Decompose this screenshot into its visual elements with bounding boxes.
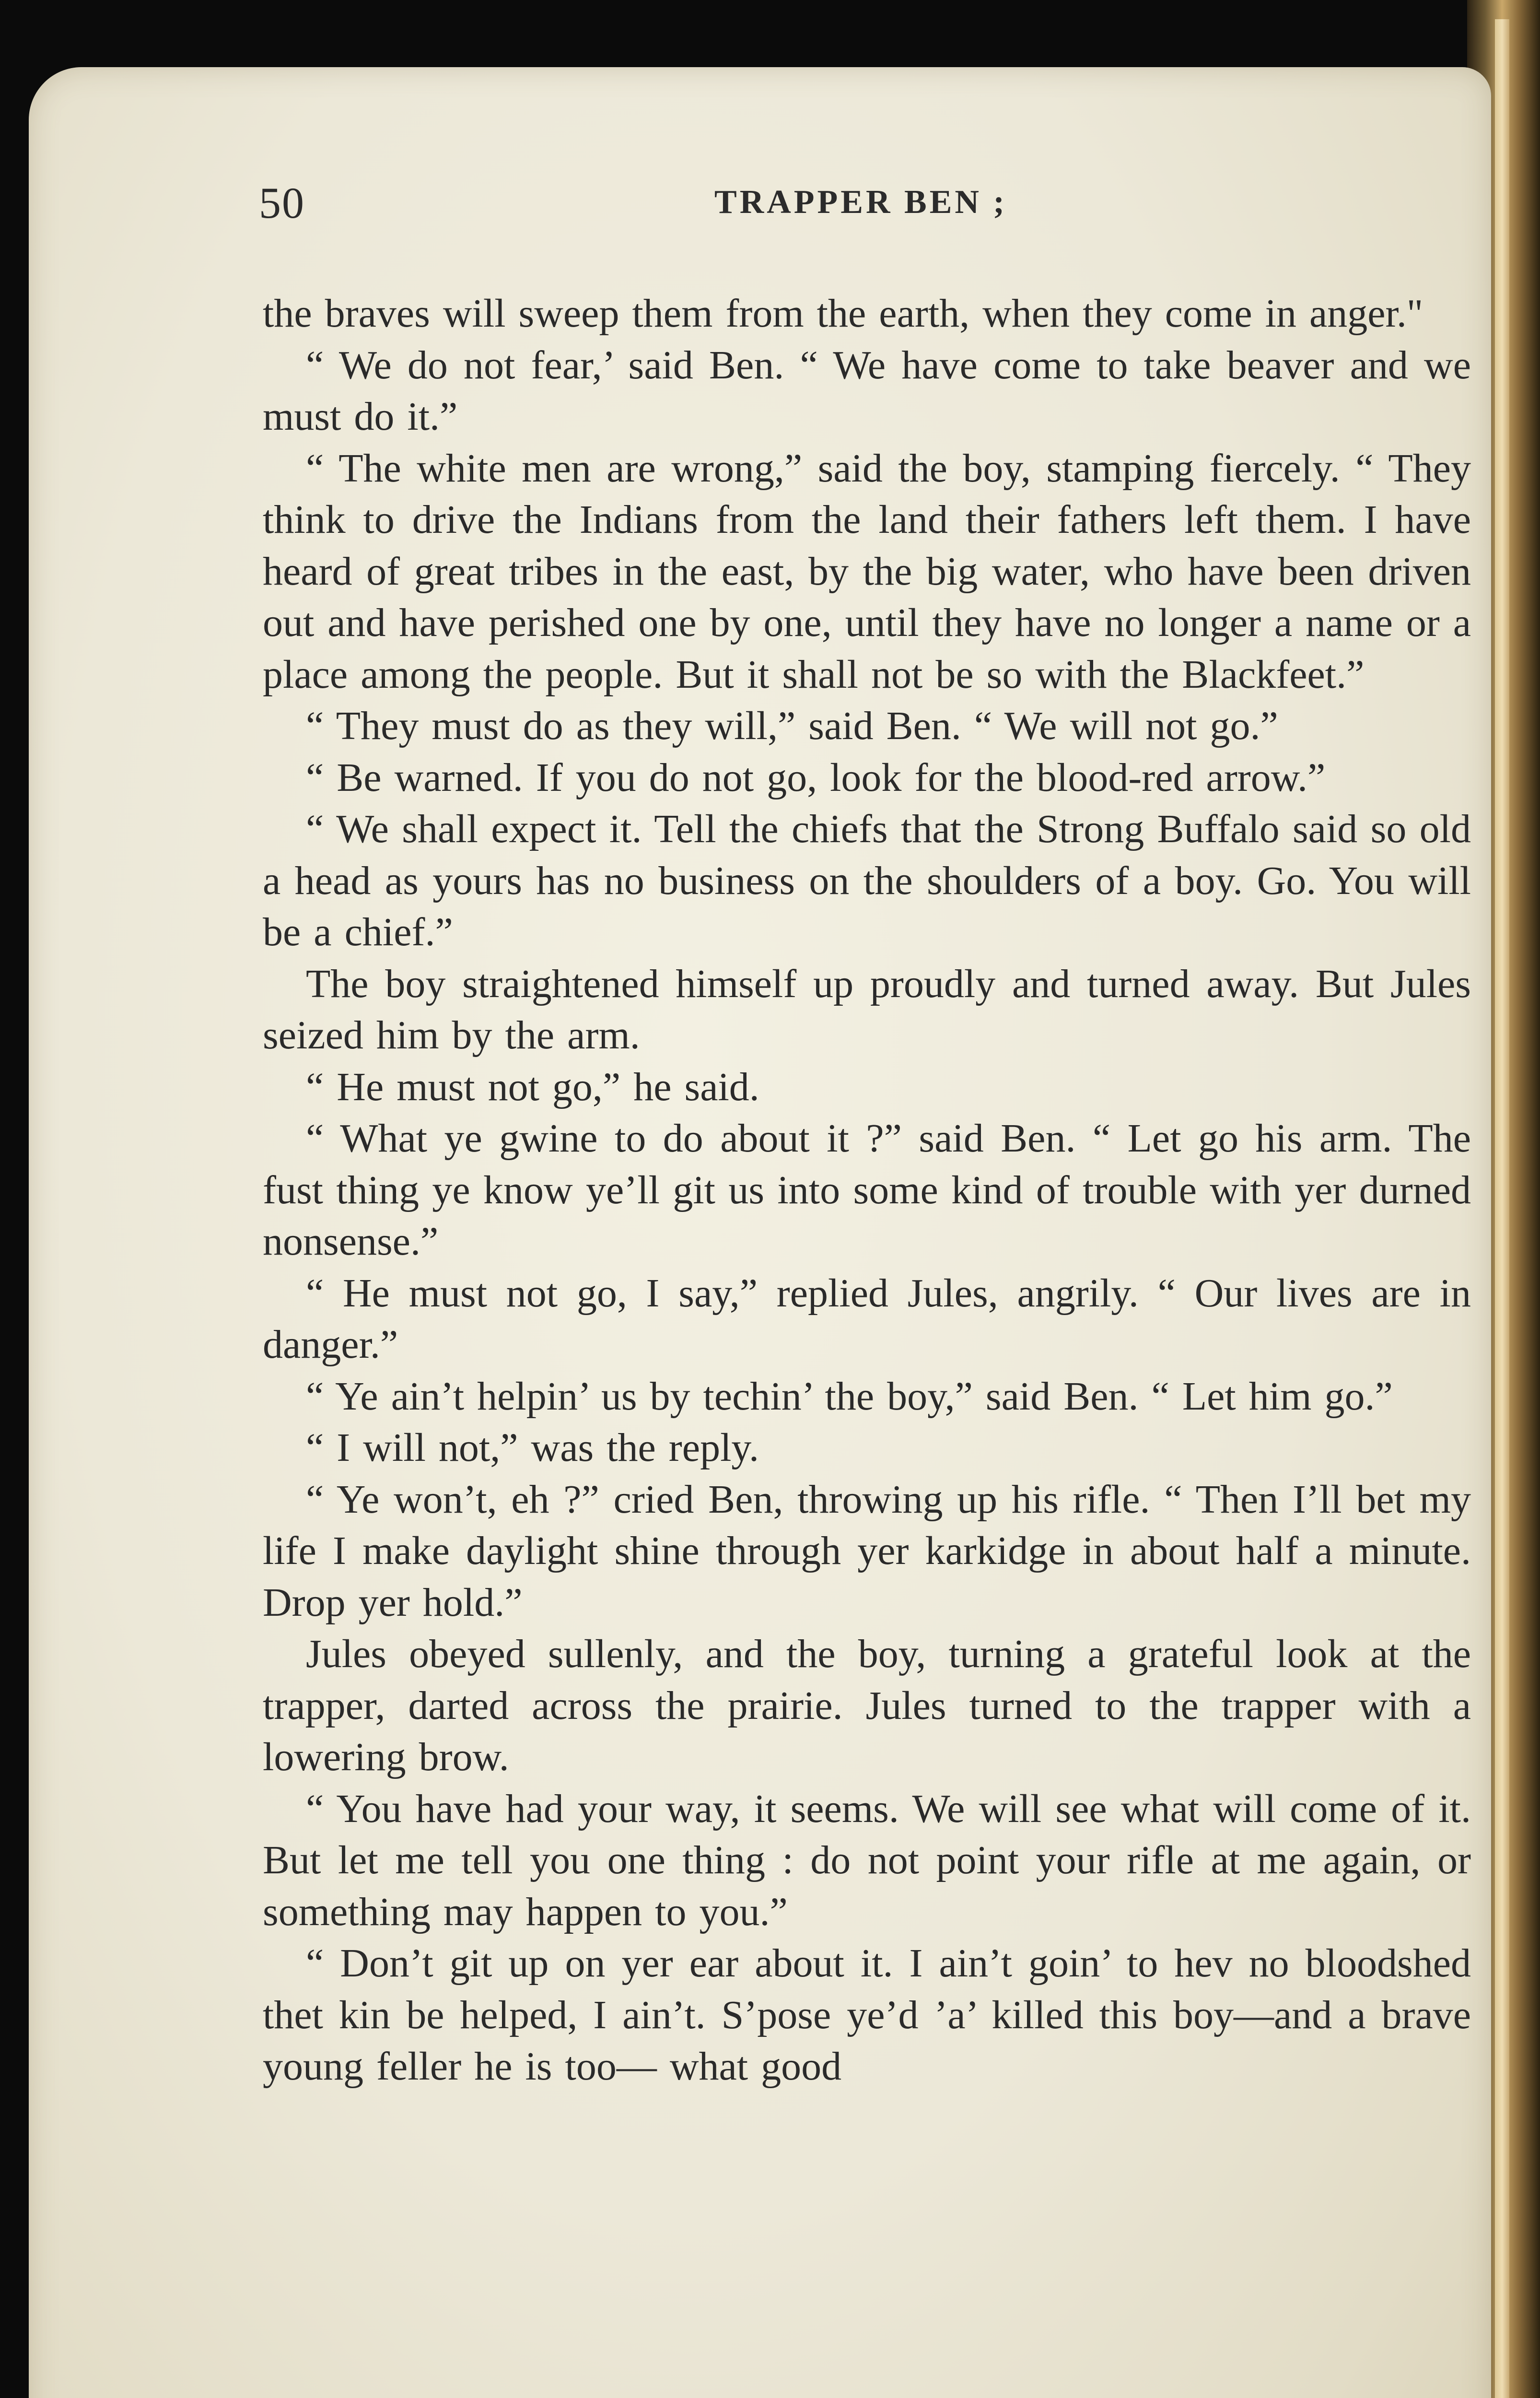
paragraph: “ We shall expect it. Tell the chiefs that the Strong Buffalo said so old a head as yours has no business on the shoulders of a boy. Go. You will be a chief.” [263,807,1471,954]
paragraph: “ Ye won’t, eh ?” cried Ben, throwing up his rifle. “ Then I’ll bet my life I make daylight shine through yer karkidge in about half a minute. Drop yer hold.” [263,1477,1471,1625]
paragraph: “ Be warned. If you do not go, look for the blood-red arrow.” [306,755,1326,800]
book-title: TRAPPER BEN ; [714,184,1007,221]
body-text [263,288,1471,2092]
paragraph: Jules obeyed sullenly, and the boy, turning a grateful look at the trapper, darted across the prairie. Jules turned to the trapper with a lowering brow. [263,1632,1471,1779]
page-edge [1495,19,1509,2398]
paragraph: “ They must do as they will,” said Ben. “ We will not go.” [306,704,1278,748]
paragraph: “ He must not go,” he said. [306,1064,759,1109]
page-number: 50 [259,178,305,227]
paragraph: “ The white men are wrong,” said the boy, stamping fiercely. “ They think to drive the Indians from the land their fathers left them. I have heard of great tribes in the east, by the big water, who have been driven out and have perished one by one, until they have no longer a name or a place among the people. But it shall not be so with the Blackfeet.” [263,446,1471,697]
paragraph: “ You have had your way, it seems. We will see what will come of it. But let me tell you one thing : do not point your rifle at me again, or something may happen to you.” [263,1786,1471,1934]
paragraph: “ What ye gwine to do about it ?” said Ben. “ Let go his arm. The fust thing ye know ye’ll git us into some kind of trouble with yer durned nonsense.” [263,1116,1471,1264]
paragraph: “ We do not fear,’ said Ben. “ We have come to take beaver and we must do it.” [263,342,1471,439]
paragraph: “ Ye ain’t helpin’ us by techin’ the boy,” said Ben. “ Let him go.” [306,1374,1393,1419]
paragraph: the braves will sweep them from the earth, when they come in anger." [263,291,1423,336]
paragraph: “ He must not go, I say,” replied Jules, angrily. “ Our lives are in danger.” [263,1270,1471,1367]
paragraph: The boy straightened himself up proudly and turned away. But Jules seized him by the arm. [263,961,1471,1058]
paragraph: “ Don’t git up on yer ear about it. I ain’t goin’ to hev no bloodshed thet kin be helped, I ain’t. S’pose ye’d ’a’ killed this boy—and a brave young feller he is too— what good [263,1941,1471,2089]
paragraph: “ I will not,” was the reply. [306,1425,759,1470]
running-head [0,177,1540,245]
